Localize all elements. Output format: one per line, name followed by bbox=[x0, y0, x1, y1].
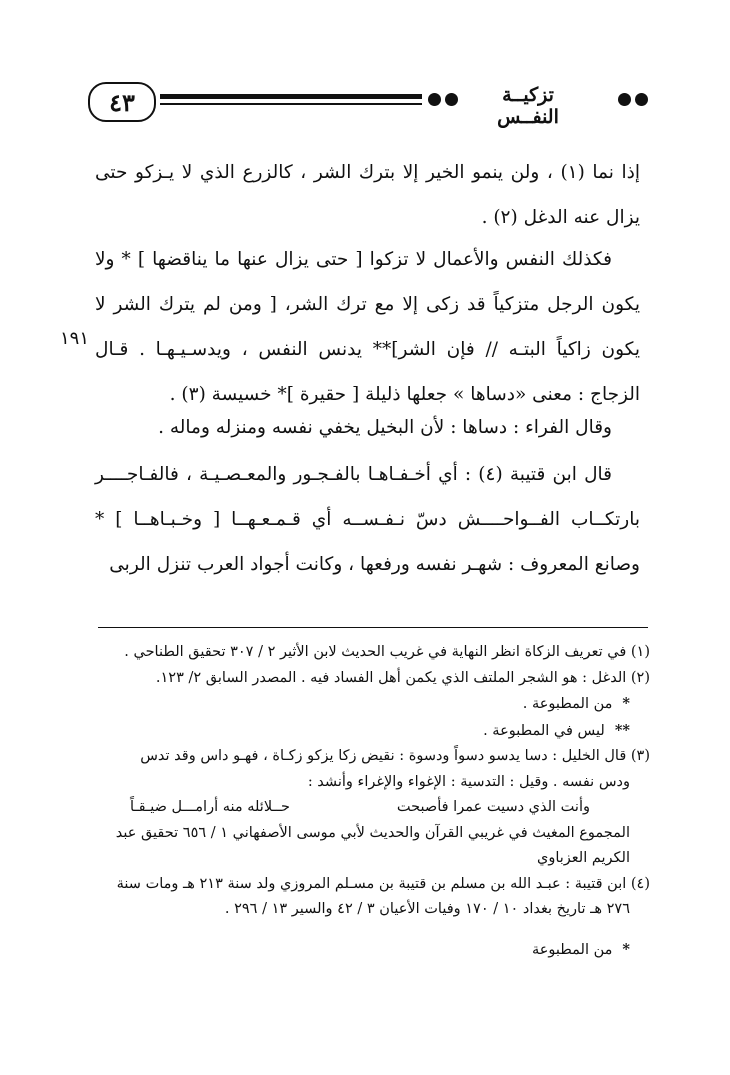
poem-first-hemistich: وأنت الذي دسيت عمرا فأصبحت bbox=[396, 799, 590, 815]
footnote-text: من المطبوعة bbox=[531, 941, 613, 958]
footnote-star-3 bbox=[100, 937, 650, 964]
footnote-divider bbox=[98, 627, 648, 628]
page-number-badge bbox=[88, 82, 156, 122]
paragraph-3: وقال الفراء : دساها : لأن البخيل يخفي نفسه ومنزله وماله . bbox=[158, 417, 612, 438]
footnote-star-2 bbox=[100, 718, 650, 745]
page-number: ٤٣ bbox=[109, 87, 135, 117]
footnote-3-line-4: الكريم العزباوي bbox=[537, 850, 630, 866]
poem-second-hemistich: حــلائله منه أرامـــل ضيـقـاً bbox=[130, 799, 290, 815]
footnote-4-line-2: ٢٧٦ هـ تاريخ بغداد ١٠ / ١٧٠ وفيات الأعيان ٣ / ٤٢ والسير ١٣ / ٢٩٦ . bbox=[224, 901, 630, 917]
header-rule bbox=[160, 94, 422, 108]
ornament-dots-icon bbox=[428, 93, 458, 106]
paragraph-2: فكذلك النفس والأعمال لا تزكوا [ حتى يزال عنها ما يناقضها ] * ولا يكون الرجل متزكياً قد زكى إلا مع ترك الشر، [ ومن لم يترك الشر لا يكون زاكياً البتـه // فإن الشر]** يدنس النفس ، ويدسـيـهـا . قـال الزجاج : معنى «دساها » جعلها ذليلة [ حقيرة ]* خسيسة (٣) . bbox=[95, 249, 640, 405]
footnote-4-line-1: (٤) ابن قتيبة : عبـد الله بن مسلم بن قتيبة بن مسـلم المروزي ولد سنة ٢١٣ هـ ومات سنة bbox=[116, 875, 650, 892]
page-header bbox=[88, 78, 648, 128]
footnote-3-line-2: ودس نفسه . وقيل : التدسية : الإغواء والإغراء وأنشد : bbox=[307, 773, 630, 790]
footnote-3-line-1: (٣) قال الخليل : دسا يدسو دسواً ودسوة : نقيض زكا يزكو زكـاة ، فهـو داس وقد تدس bbox=[140, 748, 650, 764]
footnote-mark: * bbox=[622, 695, 630, 712]
footnote-star-1 bbox=[100, 691, 650, 718]
footnote-text: ليس في المطبوعة . bbox=[483, 722, 605, 739]
poem-verse bbox=[100, 795, 650, 821]
footnote-mark: ** bbox=[614, 721, 630, 739]
footnote-3-line-3: المجموع المغيث في غريبي القرآن والحديث لأبي موسى الأصفهاني ١ / ٦٥٦ تحقيق عبد bbox=[115, 824, 630, 841]
footnote-mark: * bbox=[622, 940, 630, 958]
running-title: تزكيــة النفــس bbox=[497, 84, 559, 128]
footnotes bbox=[100, 640, 650, 963]
footnote-text: من المطبوعة . bbox=[522, 696, 613, 712]
ornament-dots-icon bbox=[618, 93, 648, 106]
footnote-1: (١) في تعريف الزكاة انظر النهاية في غريب الحديث لابن الأثير ٢ / ٣٠٧ تحقيق الطناحي . bbox=[124, 644, 650, 660]
footnote-2: (٢) الدغل : هو الشجر الملتف الذي يكمن أهل الفساد فيه . المصدر السابق ٢/ ١٢٣. bbox=[155, 669, 650, 686]
paragraph-4: قال ابن قتيبة (٤) : أي أخـفـاهـا بالفـجـور والمعـصـيـة ، فالفـاجــــر بارتكــاب الفــواحــــش دسّ نـفـســه أي قـمـعـهــا [ وخـبـاهــا ] * وصانع المعروف : شهـر نفسه ورفعها ، وكانت أجواد العرب تنزل الربى bbox=[95, 464, 640, 575]
paragraph-1: إذا نما (١) ، ولن ينمو الخير إلا بترك الشر ، كالزرع الذي لا يـزكو حتى يزال عنه الدغل (٢) . bbox=[95, 162, 640, 228]
margin-page-number: ١٩١ bbox=[60, 328, 90, 349]
